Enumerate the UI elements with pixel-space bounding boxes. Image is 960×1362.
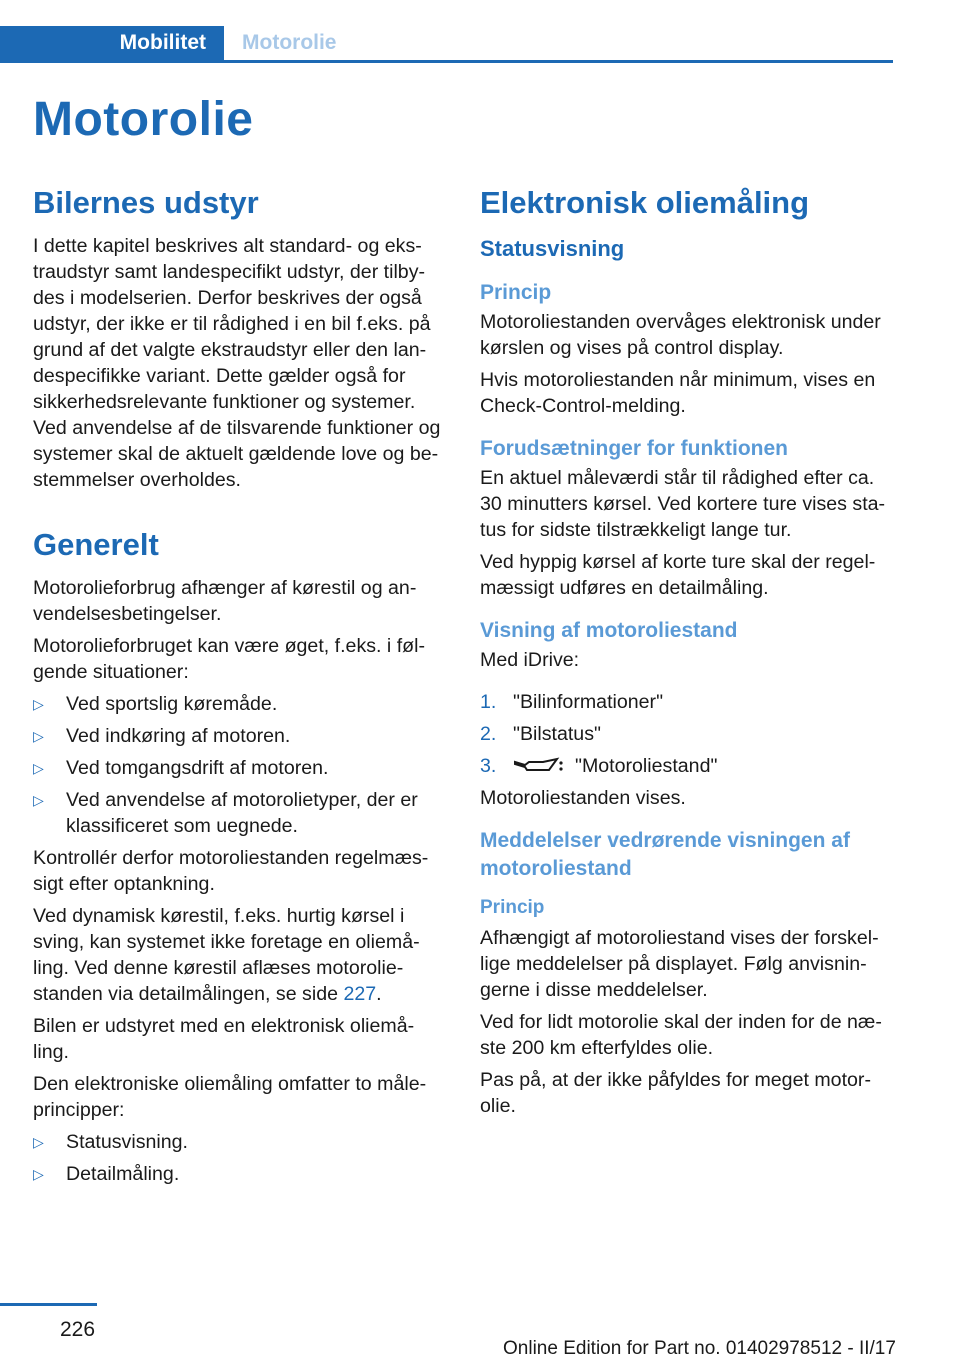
triangle-right-icon: ▷ [33,760,44,776]
tab-motorolie[interactable]: Motorolie [242,31,337,54]
section-heading-equipment: Bilernes udstyr [33,185,259,220]
subheading-principle: Princip [480,281,552,304]
page-number: 226 [60,1318,96,1341]
paragraph: Pas på, at der ikke påfyldes for meget motor-olie. [480,1069,871,1117]
chapter-title: Motorolie [33,93,254,146]
general-paragraph: Motorolieforbrug afhænger af kørestil og an-vendelsesbetingelser. [33,577,417,625]
paragraph: Motoroliestanden vises. [480,787,686,809]
paragraph: Hvis motoroliestanden når minimum, vises en Check-Control-melding. [480,369,876,417]
triangle-right-icon: ▷ [33,1134,44,1150]
paragraph: En aktuel måleværdi står til rådighed efter ca. 30 minutters kørsel. Ved kortere ture vises sta-tus for sidste tilstrækkeligt lange tur. [480,467,886,541]
principles-list [33,1129,448,1187]
right-column [480,183,900,1125]
list-item: ▷ Ved tomgangsdrift af motoren. [33,757,329,779]
section-heading-electronic-oil: Elektronisk oliemåling [480,185,810,220]
list-item: ▷ Ved indkøring af motoren. [33,725,291,747]
page-number-rule [0,1303,97,1306]
left-column [33,183,448,1193]
triangle-right-icon: ▷ [33,1166,44,1182]
edition-footer: Online Edition for Part no. 01402978512 - II/17 [503,1338,896,1359]
subheading-display: Visning af motoroliestand [480,619,738,642]
triangle-right-icon: ▷ [33,696,44,712]
subheading-messages: Meddelelser vedrørende visningen af motoroliestand [480,829,850,880]
general-paragraph: Motorolieforbruget kan være øget, f.eks. i føl-gende situationer: [33,635,426,683]
subheading-prerequisites: Forudsætninger for funktionen [480,437,788,460]
steps-list [480,689,900,779]
equipment-paragraph: I dette kapitel beskrives alt standard- og eks-traudstyr samt landespecifikt udstyr, der tilby-des i modelserien. Derfor beskrives der også udstyr, der ikke er til rådighed i en bil f.eks. på grund af det valgte ekstraudstyr eller den lan-despecifikke variant. Dette gælder også for sikkerhedsrelevante funktioner og systemer. Ved anvendelse af de tilsvarende funktioner og systemer skal de aktuelt gældende love og be-stemmelser overholdes. [33,235,441,491]
paragraph: Afhængigt af motoroliestand vises der forskel-lige meddelelser på displayet. Følg anvisnin-gerne i disse meddelelser. [480,927,879,1001]
triangle-right-icon: ▷ [33,792,44,808]
situations-list [33,691,448,839]
general-paragraph: Bilen er udstyret med en elektronisk oliemå-ling. [33,1015,415,1063]
list-item: ▷ Ved anvendelse af motorolietyper, der er klassificeret som uegnede. [33,789,418,837]
oil-can-icon [513,756,565,776]
header-bar [0,26,893,63]
list-item: 1. "Bilinformationer" [480,691,664,713]
subheading-principle-small: Princip [480,897,545,918]
list-item: 2. "Bilstatus" [480,723,601,745]
general-paragraph: Den elektroniske oliemåling omfatter to måle-principper: [33,1073,427,1121]
list-item: 3. "Motoroliestand" [480,755,718,777]
paragraph: Ved hyppig kørsel af korte ture skal der regel-mæssigt udføres en detailmåling. [480,551,876,599]
subheading-status: Statusvisning [480,236,625,261]
list-item: ▷ Detailmåling. [33,1163,180,1185]
triangle-right-icon: ▷ [33,728,44,744]
general-paragraph: Ved dynamisk kørestil, f.eks. hurtig kørsel i sving, kan systemet ikke foretage en oliemå-ling. Ved denne kørestil aflæses motorolie-standen via detailmålingen, se side 227. [33,905,420,1005]
section-heading-general: Generelt [33,527,159,562]
paragraph: Ved for lidt motorolie skal der inden for de næ-ste 200 km efterfyldes olie. [480,1011,882,1059]
paragraph: Motoroliestanden overvåges elektronisk under kørslen og vises på control display. [480,311,881,359]
paragraph: Med iDrive: [480,649,580,671]
general-paragraph: Kontrollér derfor motoroliestanden regelmæs-sigt efter optankning. [33,847,429,895]
page-link[interactable]: 227 [343,983,377,1005]
list-item: ▷ Ved sportslig køremåde. [33,693,278,715]
tab-mobilitet[interactable]: Mobilitet [0,26,224,60]
list-item: ▷ Statusvisning. [33,1131,188,1153]
